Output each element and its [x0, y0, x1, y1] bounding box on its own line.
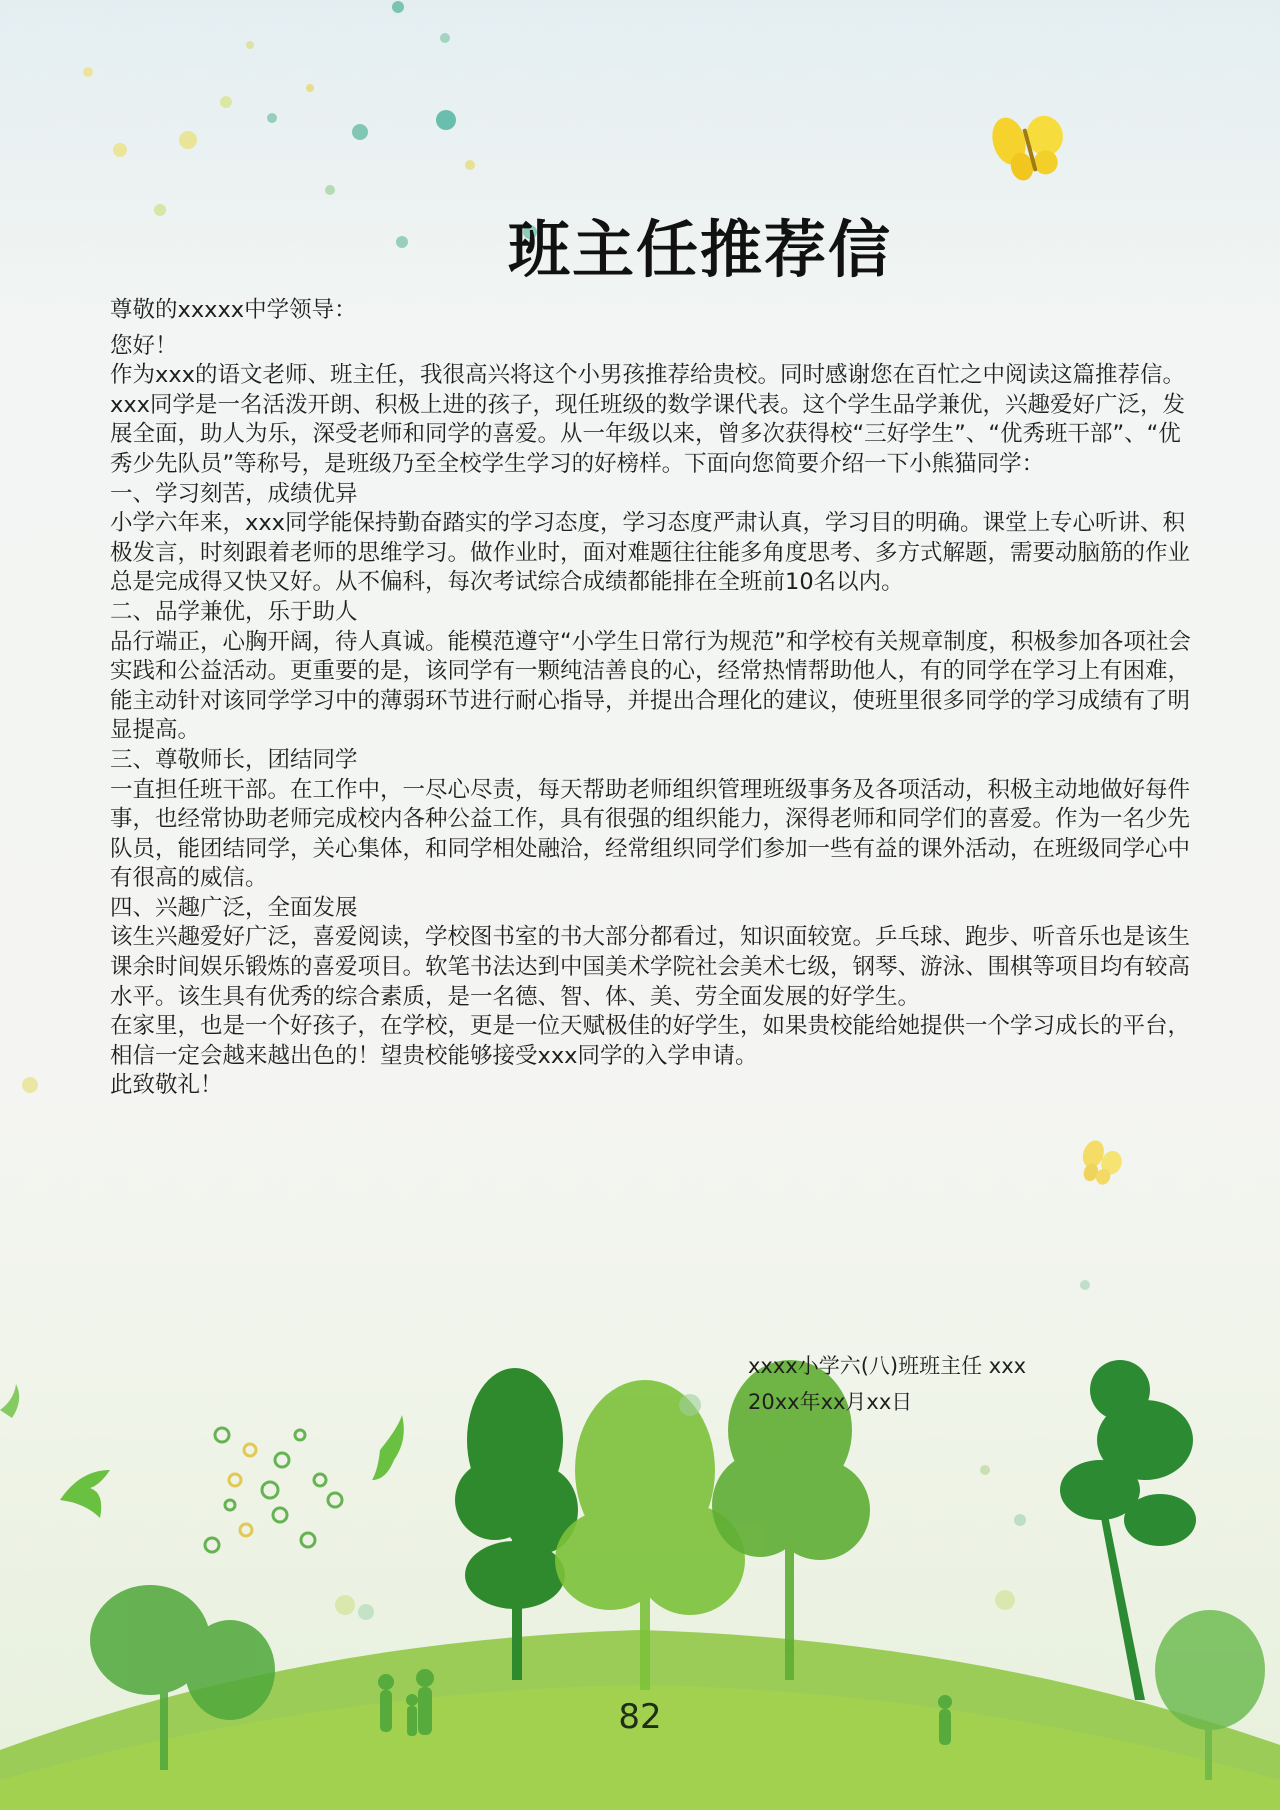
- signature-date: 20xx年xx月xx日: [748, 1390, 913, 1414]
- butterfly-icon: [987, 104, 1072, 186]
- paragraph-intro: 作为xxx的语文老师、班主任，我很高兴将这个小男孩推荐给贵校。同时感谢您在百忙之中阅读这篇推荐信。: [110, 362, 1185, 389]
- section-body-3: 一直担任班干部。在工作中，一尽心尽责，每天帮助老师组织管理班级事务及各项活动，积极主动地做好每件事，也经常协助老师完成校内各种公益工作，具有很强的组织能力，深得老师和同学们的喜爱。作为一名少先队员，能团结同学，关心集体，和同学相处融洽，经常组织同学们参加一些有益的课外活动，在班级同学心中有很高的威信。: [110, 776, 1191, 892]
- section-heading-4: 四、兴趣广泛，全面发展: [110, 894, 358, 921]
- page-title: 班主任推荐信: [507, 212, 892, 286]
- section-body-1: 小学六年来，xxx同学能保持勤奋踏实的学习态度，学习态度严肃认真，学习目的明确。课堂上专心听讲、积极发言，时刻跟着老师的思维学习。做作业时，面对难题往往能多角度思考、多方式解题，需要动脑筋的作业总是完成得又快又好。从不偏科，每次考试综合成绩都能排在全班前10名以内。: [110, 510, 1191, 596]
- signer-name: xxxx小学六(八)班班主任 xxx: [748, 1354, 1027, 1378]
- section-body-2: 品行端正，心胸开阔，待人真诚。能模范遵守“小学生日常行为规范”和学校有关规章制度，积极参加各项社会实践和公益活动。更重要的是，该同学有一颗纯洁善良的心，经常热情帮助他人，有的同学在学习上有困难，能主动针对该同学学习中的薄弱环节进行耐心指导，并提出合理化的建议，使班里很多同学的学习成绩有了明显提高。: [110, 628, 1191, 744]
- page-number: 82: [618, 1697, 662, 1737]
- bubble-icon: [205, 1428, 342, 1552]
- paragraph-conclusion: 在家里，也是一个好孩子，在学校，更是一位天赋极佳的好学生，如果贵校能给她提供一个学习成长的平台，相信一定会越来越出色的！望贵校能够接受xxx同学的入学申请。: [110, 1013, 1191, 1069]
- section-heading-3: 三、尊敬师长，团结同学: [110, 746, 358, 773]
- closing: 此致敬礼！: [110, 1072, 223, 1099]
- section-heading-2: 二、品学兼优，乐于助人: [110, 598, 358, 625]
- section-body-4: 该生兴趣爱好广泛，喜爱阅读，学校图书室的书大部分都看过，知识面较宽。乒乓球、跑步、听音乐也是该生课余时间娱乐锻炼的喜爱项目。软笔书法达到中国美术学院社会美术七级，钢琴、游泳、围棋等项目均有较高水平。该生具有优秀的综合素质，是一名德、智、体、美、劳全面发展的好学生。: [110, 924, 1191, 1010]
- salutation: 尊敬的xxxxx中学领导：: [110, 297, 357, 323]
- section-heading-1: 一、学习刻苦，成绩优异: [110, 480, 358, 507]
- greeting: 您好！: [110, 332, 178, 359]
- paragraph-overview: xxx同学是一名活泼开朗、积极上进的孩子，现任班级的数学课代表。这个学生品学兼优，兴趣爱好广泛，发展全面，助人为乐，深受老师和同学的喜爱。从一年级以来，曾多次获得校“三好学生”、“优秀班干部”、“优秀少先队员”等称号，是班级乃至全校学生学习的好榜样。下面向您简要介绍一下小熊猫同学：: [110, 391, 1185, 477]
- letter-body: [110, 296, 1200, 1101]
- signature-block: [748, 1348, 1026, 1420]
- butterfly-icon: [1075, 1137, 1127, 1189]
- tree-icon: [455, 1368, 578, 1680]
